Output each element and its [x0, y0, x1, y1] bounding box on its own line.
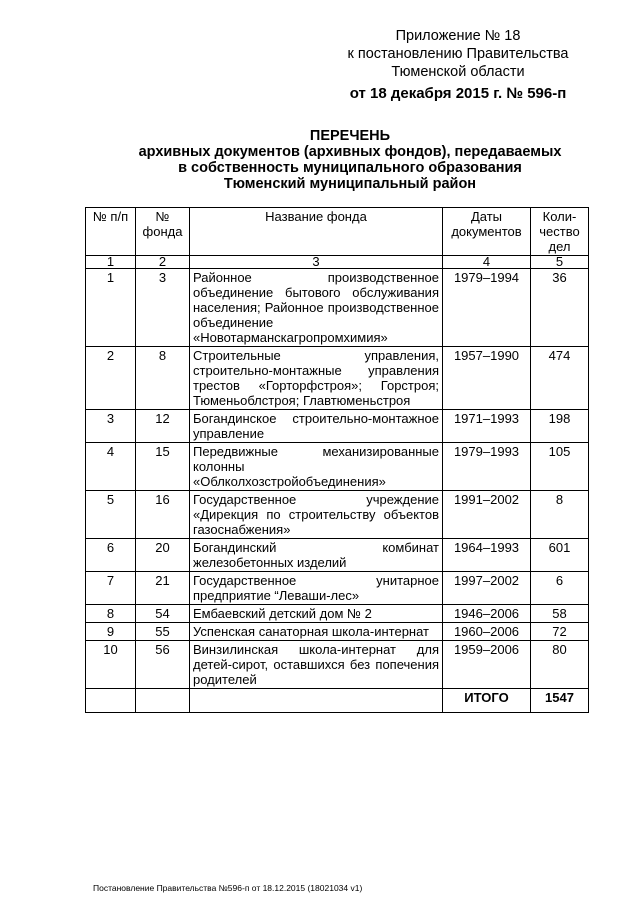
- fond-number: 12: [136, 410, 190, 443]
- document-dates: 1946–2006: [443, 605, 531, 623]
- appendix-header: [328, 27, 588, 103]
- total-row: [86, 689, 589, 713]
- fond-name: Районное производственное объединение бытового обслуживания населения; Районное производственное объединение «Новотарманскагропромхимия»: [190, 269, 443, 347]
- row-number: 2: [86, 347, 136, 410]
- col-index: 2: [136, 256, 190, 269]
- table-row: [86, 605, 589, 623]
- total-empty-cell: [190, 689, 443, 713]
- document-dates: 1957–1990: [443, 347, 531, 410]
- table-row: [86, 491, 589, 539]
- document-dates: 1979–1993: [443, 443, 531, 491]
- fond-number: 56: [136, 641, 190, 689]
- document-dates: 1997–2002: [443, 572, 531, 605]
- fond-number: 54: [136, 605, 190, 623]
- fond-number: 15: [136, 443, 190, 491]
- file-count: 601: [531, 539, 589, 572]
- fond-name: Богандинское строительно-монтажное управление: [190, 410, 443, 443]
- col-index: 5: [531, 256, 589, 269]
- column-index-row: [86, 256, 589, 269]
- appendix-reference: к постановлению Правительства: [347, 46, 569, 62]
- appendix-region: Тюменской области: [391, 64, 525, 80]
- total-value: 1547: [531, 689, 589, 713]
- file-count: 6: [531, 572, 589, 605]
- table-row: [86, 269, 589, 347]
- file-count: 474: [531, 347, 589, 410]
- file-count: 8: [531, 491, 589, 539]
- col-header-name: Название фонда: [190, 208, 443, 256]
- col-index: 1: [86, 256, 136, 269]
- row-number: 8: [86, 605, 136, 623]
- fond-number: 3: [136, 269, 190, 347]
- table-row: [86, 410, 589, 443]
- col-index: 4: [443, 256, 531, 269]
- title-line-3: в собственность муниципального образования: [178, 160, 522, 176]
- col-header-fond: № фонда: [136, 208, 190, 256]
- row-number: 4: [86, 443, 136, 491]
- fond-number: 8: [136, 347, 190, 410]
- table-row: [86, 443, 589, 491]
- row-number: 7: [86, 572, 136, 605]
- col-header-npp: № п/п: [86, 208, 136, 256]
- fond-name: Богандинский комбинат железобетонных изделий: [190, 539, 443, 572]
- col-index: 3: [190, 256, 443, 269]
- document-dates: 1959–2006: [443, 641, 531, 689]
- total-label: ИТОГО: [443, 689, 531, 713]
- document-dates: 1971–1993: [443, 410, 531, 443]
- file-count: 72: [531, 623, 589, 641]
- appendix-number: Приложение № 18: [395, 28, 521, 44]
- fond-name: Винзилинская школа-интернат для детей-сирот, оставшихся без попечения родителей: [190, 641, 443, 689]
- document-dates: 1960–2006: [443, 623, 531, 641]
- fond-name: Государственное унитарное предприятие “Леваши-лес»: [190, 572, 443, 605]
- file-count: 105: [531, 443, 589, 491]
- title-line-4: Тюменский муниципальный район: [223, 176, 477, 192]
- document-title: [80, 128, 620, 192]
- row-number: 9: [86, 623, 136, 641]
- file-count: 36: [531, 269, 589, 347]
- file-count: 80: [531, 641, 589, 689]
- table-row: [86, 572, 589, 605]
- fond-name: Ембаевский детский дом № 2: [190, 605, 443, 623]
- fond-number: 16: [136, 491, 190, 539]
- appendix-date: от 18 декабря 2015 г. № 596-п: [349, 85, 567, 102]
- total-empty-cell: [86, 689, 136, 713]
- title-line-2: архивных документов (архивных фондов), передаваемых: [138, 144, 562, 160]
- document-dates: 1964–1993: [443, 539, 531, 572]
- file-count: 58: [531, 605, 589, 623]
- fond-number: 55: [136, 623, 190, 641]
- row-number: 6: [86, 539, 136, 572]
- table-header-row: [86, 208, 589, 256]
- row-number: 1: [86, 269, 136, 347]
- col-header-dates: Даты документов: [443, 208, 531, 256]
- file-count: 198: [531, 410, 589, 443]
- document-dates: 1991–2002: [443, 491, 531, 539]
- fond-name: Строительные управления, строительно-монтажные управления трестов «Горторфстроя»; Горстроя; Тюменьоблстроя; Главтюменьстроя: [190, 347, 443, 410]
- fond-number: 20: [136, 539, 190, 572]
- document-footer: Постановление Правительства №596-п от 18.12.2015 (18021034 v1): [93, 883, 363, 893]
- archive-table: [85, 207, 589, 713]
- fond-name: Успенская санаторная школа-интернат: [190, 623, 443, 641]
- fond-name: Передвижные механизированные колонны «Облколхозстройобъединения»: [190, 443, 443, 491]
- row-number: 5: [86, 491, 136, 539]
- table-row: [86, 539, 589, 572]
- row-number: 10: [86, 641, 136, 689]
- title-line-1: ПЕРЕЧЕНЬ: [309, 128, 391, 144]
- table-row: [86, 623, 589, 641]
- col-header-count: Коли-чество дел: [531, 208, 589, 256]
- document-dates: 1979–1994: [443, 269, 531, 347]
- row-number: 3: [86, 410, 136, 443]
- fond-number: 21: [136, 572, 190, 605]
- table-row: [86, 347, 589, 410]
- table-row: [86, 641, 589, 689]
- total-empty-cell: [136, 689, 190, 713]
- fond-name: Государственное учреждение «Дирекция по строительству объектов газоснабжения»: [190, 491, 443, 539]
